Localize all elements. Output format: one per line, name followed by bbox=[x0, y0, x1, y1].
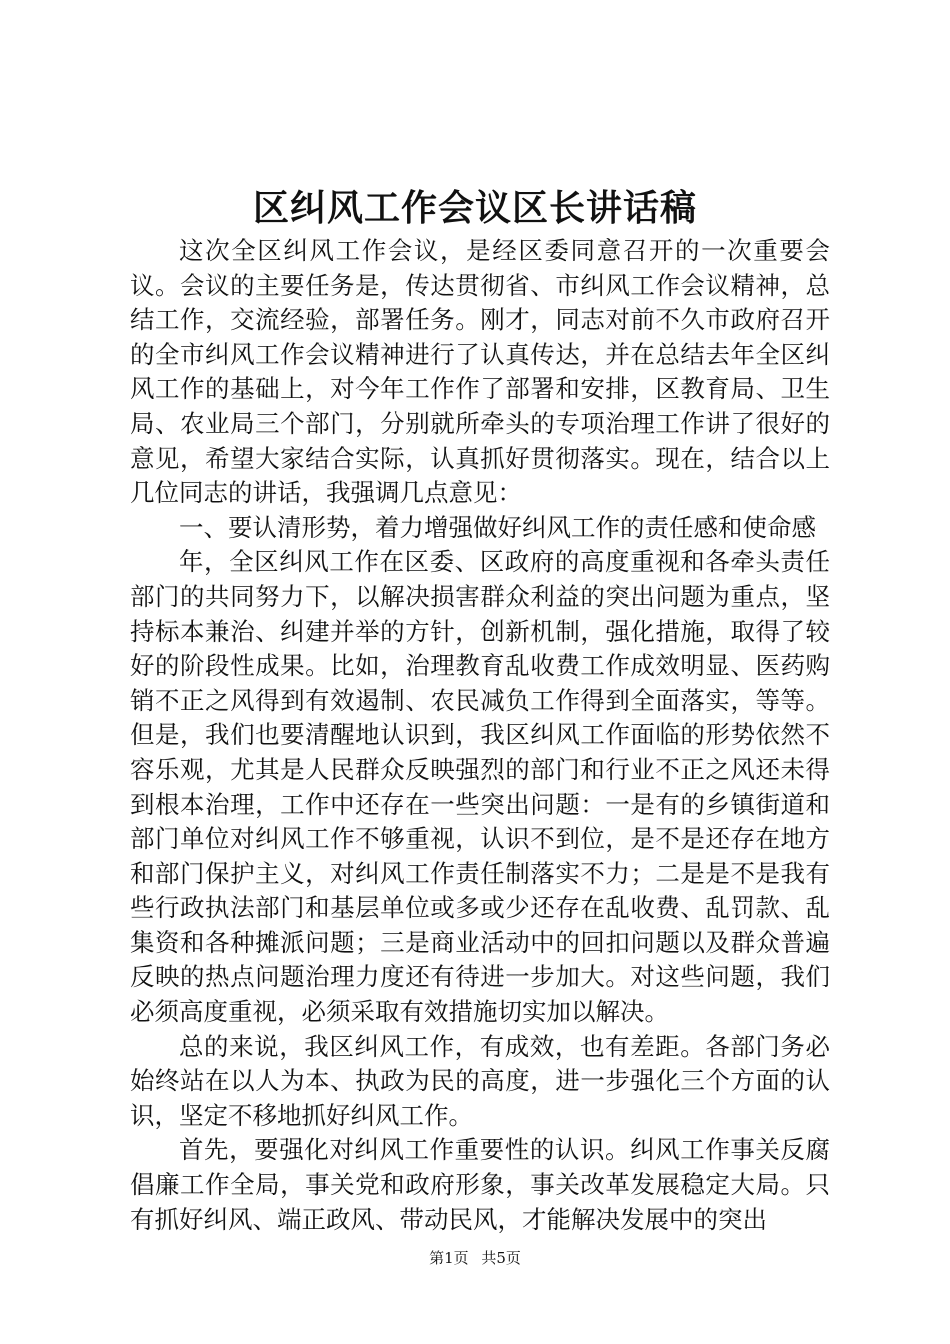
document-title: 区纠风工作会议区长讲话稿 bbox=[252, 187, 697, 229]
section-heading-1: 一、要认清形势，着力增强做好纠风工作的责任感和使命感 bbox=[179, 512, 816, 542]
page-number: 第1页 bbox=[429, 1249, 469, 1267]
paragraph-intro: 这次全区纠风工作会议，是经区委同意召开的一次重要会议。会议的主要任务是，传达贯彻省、市纠风工作会议精神，总结工作，交流经验，部署任务。刚才，同志对前不久市政府召开的全市纠风工作会议精神进行了认真传达，并在总结去年全区纠风工作的基础上，对今年工作作了部署和安排，区教育局、卫生局、农业局三个部门，分别就所牵头的专项治理工作讲了很好的意见，希望大家结合实际，认真抓好贯彻落实。现在，结合以上几位同志的讲话，我强调几点意见： bbox=[130, 236, 830, 508]
paragraph-first-point: 首先，要强化对纠风工作重要性的认识。纠风工作事关反腐倡廉工作全局，事关党和政府形象，事关改革发展稳定大局。只有抓好纠风、端正政风、带动民风，才能解决发展中的突出 bbox=[130, 1135, 830, 1234]
page-footer bbox=[0, 1248, 950, 1268]
paragraph-summary: 总的来说，我区纠风工作，有成效，也有差距。各部门务必始终站在以人为本、执政为民的高度，进一步强化三个方面的认识，坚定不移地抓好纠风工作。 bbox=[130, 1031, 830, 1130]
paragraph-situation: 年，全区纠风工作在区委、区政府的高度重视和各牵头责任部门的共同努力下，以解决损害群众利益的突出问题为重点，坚持标本兼治、纠建并举的方针，创新机制，强化措施，取得了较好的阶段性成果。比如，治理教育乱收费工作成效明显、医药购销不正之风得到有效遏制、农民减负工作得到全面落实，等等。但是，我们也要清醒地认识到，我区纠风工作面临的形势依然不容乐观，尤其是人民群众反映强烈的部门和行业不正之风还未得到根本治理，工作中还存在一些突出问题：一是有的乡镇街道和部门单位对纠风工作不够重视，认识不到位，是不是还存在地方和部门保护主义，对纠风工作责任制落实不力；二是是不是我有些行政执法部门和基层单位或多或少还存在乱收费、乱罚款、乱集资和各种摊派问题；三是商业活动中的回扣问题以及群众普遍反映的热点问题治理力度还有待进一步加大。对这些问题，我们必须高度重视，必须采取有效措施切实加以解决。 bbox=[130, 547, 830, 1027]
page-total: 共5页 bbox=[481, 1249, 521, 1267]
document-body bbox=[130, 234, 830, 1237]
